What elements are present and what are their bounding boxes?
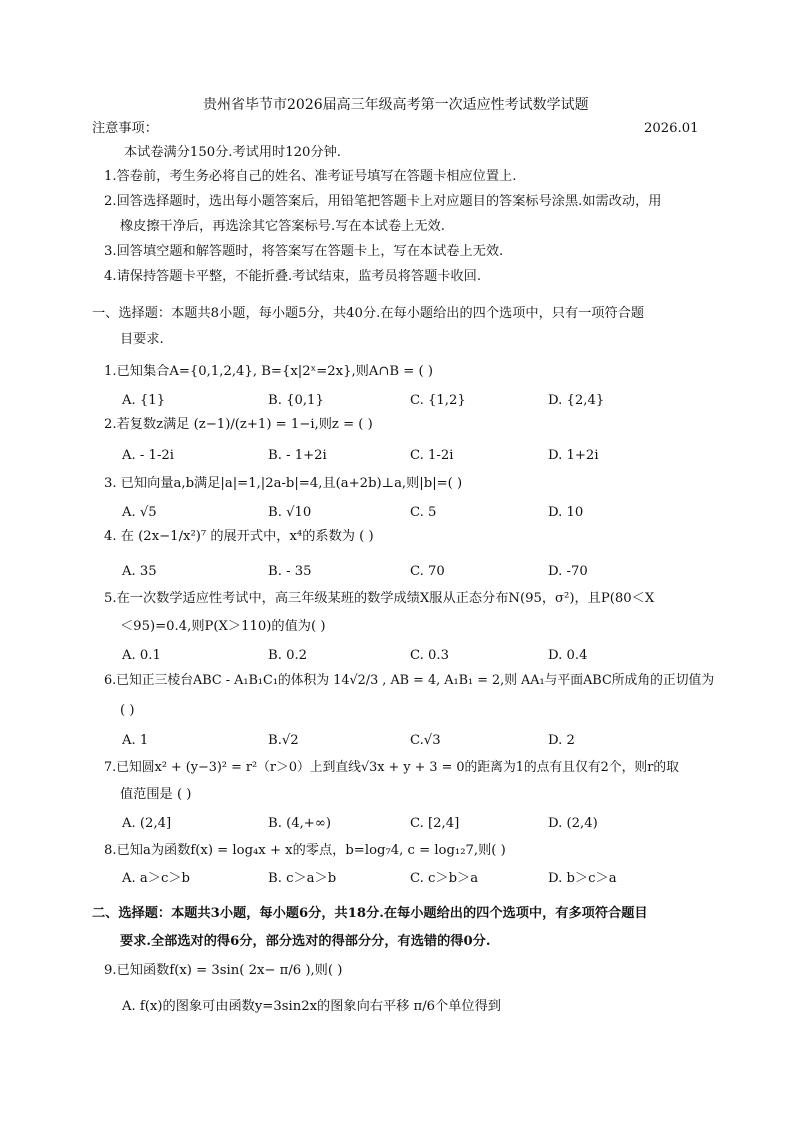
section-1-heading-cont: 目要求.	[120, 332, 164, 347]
question-4-option-b: B. - 35	[268, 564, 312, 579]
question-9-option-a: A. f(x)的图象可由函数y=3sin2x的图象向右平移 π/6个单位得到	[122, 999, 501, 1014]
question-6-option-a: A. 1	[122, 733, 149, 748]
question-7-option-a: A. (2,4]	[122, 816, 172, 831]
question-3-option-b: B. √10	[268, 505, 312, 520]
question-5-option-c: C. 0.3	[410, 648, 449, 663]
section-2-heading: 二、选择题：本题共3小题，每小题6分，共18分.在每小题给出的四个选项中，有多项符合题目	[92, 906, 648, 921]
notice-label: 注意事项：	[92, 121, 158, 136]
question-7-option-c: C. [2,4]	[410, 816, 460, 831]
question-8-option-d: D. b＞c＞a	[548, 871, 617, 886]
question-2-option-a: A. - 1-2i	[122, 448, 175, 463]
section-1-heading: 一、选择题：本题共8小题，每小题5分，共40分.在每小题给出的四个选项中，只有一项符合题	[92, 306, 645, 321]
page-title: 贵州省毕节市2026届高三年级高考第一次适应性考试数学试题	[203, 97, 589, 113]
question-6-stem-cont: ( )	[120, 703, 135, 718]
question-7-option-b: B. (4,+∞)	[268, 816, 331, 831]
notice-intro: 本试卷满分150分.考试用时120分钟.	[124, 145, 341, 160]
question-4-option-a: A. 35	[122, 564, 157, 579]
question-5-stem-cont: ＜95)=0.4,则P(X＞110)的值为( )	[120, 619, 326, 634]
question-2-option-b: B. - 1+2i	[268, 448, 327, 463]
question-5-option-b: B. 0.2	[268, 648, 308, 663]
question-6-stem: 6.已知正三棱台ABC - A₁B₁C₁的体积为 14√2/3 , AB = 4, A₁B₁ = 2,则 AA₁与平面ABC所成角的正切值为	[104, 673, 715, 688]
notice-1: 1.答卷前，考生务必将自己的姓名、准考证号填写在答题卡相应位置上.	[104, 169, 517, 184]
question-5-stem: 5.在一次数学适应性考试中，高三年级某班的数学成绩X服从正态分布N(95，σ²)，且P(80＜X	[104, 591, 655, 606]
question-8-option-b: B. c＞a＞b	[268, 871, 337, 886]
notice-4: 4.请保持答题卡平整，不能折叠.考试结束，监考员将答题卡收回.	[104, 269, 482, 284]
question-4-stem: 4. 在 (2x−1/x²)⁷ 的展开式中，x⁴的系数为 ( )	[104, 529, 374, 544]
question-9-stem: 9.已知函数f(x) = 3sin( 2x− π/6 ),则( )	[104, 963, 343, 978]
question-3-option-d: D. 10	[548, 505, 584, 520]
question-8-option-c: C. c＞b＞a	[410, 871, 479, 886]
question-2-option-c: C. 1-2i	[410, 448, 454, 463]
notice-3: 3.回答填空题和解答题时，将答案写在答题卡上，写在本试卷上无效.	[104, 244, 504, 259]
question-1-option-b: B. {0,1}	[268, 393, 324, 408]
question-1-option-d: D. {2,4}	[548, 393, 605, 408]
question-3-stem: 3. 已知向量a,b满足|a|=1,|2a-b|=4,且(a+2b)⊥a,则|b|=( )	[104, 476, 463, 491]
question-6-option-b: B.√2	[268, 733, 299, 748]
question-7-stem: 7.已知圆x² + (y−3)² = r²（r＞0）上到直线√3x + y + 3 = 0的距离为1的点有且仅有2个，则r的取	[104, 760, 679, 775]
question-2-stem: 2.若复数z满足 (z−1)/(z+1) = 1−i,则z = ( )	[104, 417, 373, 432]
question-1-option-a: A. {1}	[122, 393, 166, 408]
question-1-option-c: C. {1,2}	[410, 393, 466, 408]
question-6-option-c: C.√3	[410, 733, 441, 748]
question-3-option-a: A. √5	[122, 505, 157, 520]
question-4-option-d: D. -70	[548, 564, 588, 579]
question-7-option-d: D. (2,4)	[548, 816, 598, 831]
question-8-option-a: A. a＞c＞b	[122, 871, 190, 886]
notice-2-line2: 橡皮擦干净后，再选涂其它答案标号.写在本试卷上无效.	[120, 219, 445, 234]
question-5-option-a: A. 0.1	[122, 648, 161, 663]
question-3-option-c: C. 5	[410, 505, 437, 520]
question-6-option-d: D. 2	[548, 733, 575, 748]
exam-date: 2026.01	[644, 121, 699, 136]
question-7-stem-cont: 值范围是 ( )	[120, 787, 192, 802]
section-2-heading-cont: 要求.全部选对的得6分，部分选对的得部分分，有选错的得0分.	[120, 934, 491, 949]
question-8-stem: 8.已知a为函数f(x) = log₄x + x的零点，b=log₇4, c = log₁₂7,则( )	[104, 843, 506, 858]
question-2-option-d: D. 1+2i	[548, 448, 599, 463]
question-5-option-d: D. 0.4	[548, 648, 588, 663]
notice-2-line1: 2.回答选择题时，选出每小题答案后，用铅笔把答题卡上对应题目的答案标号涂黑.如需改动，用	[104, 194, 662, 209]
question-1-stem: 1.已知集合A={0,1,2,4}, B={x|2ˣ=2x},则A∩B = ( )	[104, 364, 434, 379]
question-4-option-c: C. 70	[410, 564, 445, 579]
